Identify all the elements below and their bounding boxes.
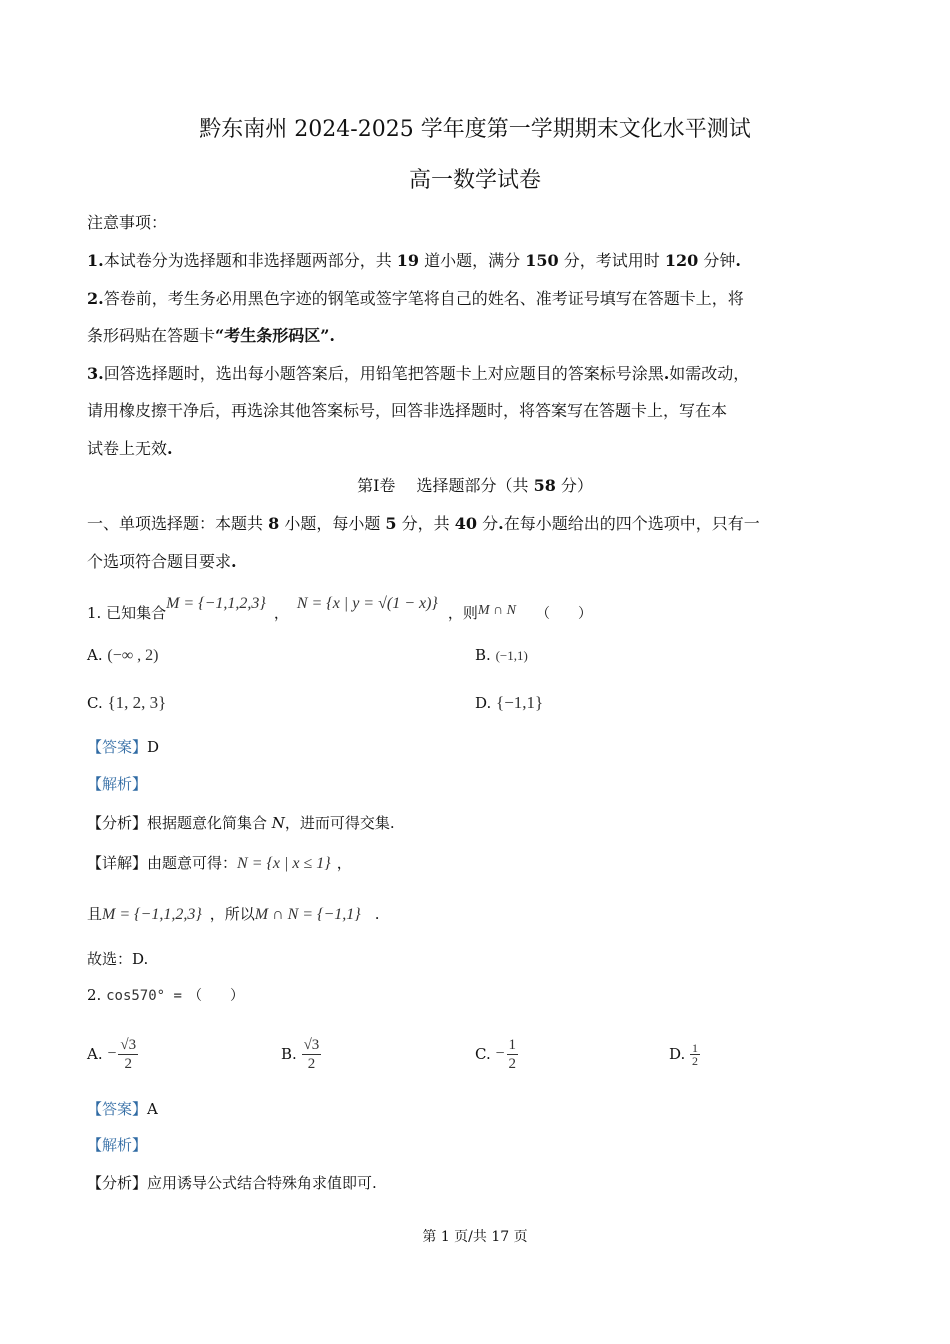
q2-option-c: C. − $\frac{1}{2}$ (475, 1036, 517, 1072)
notice-item-2: 2.答卷前，考生务必用黑色字迹的钢笔或签字笔将自己的姓名、准考证号填写在答题卡上，将 (87, 289, 744, 308)
q1-option-d: D. {−1,1} (475, 693, 544, 712)
q1-option-b: B. (−1,1) (475, 646, 528, 664)
q1-detail-line2: 且M = {−1,1,2,3} ，所以M ∩ N = {−1,1} . (87, 905, 380, 923)
q2-option-b: B. $\frac{√3}{2}$ (281, 1036, 320, 1072)
notice-item-3-cont: 请用橡皮擦干净后，再选涂其他答案标号，回答非选择题时，将答案写在答题卡上，写在本 (87, 401, 728, 420)
section-title: 第Ⅰ卷 选择题部分（共 58 分） (357, 476, 593, 495)
notice-item-1: 1.本试卷分为选择题和非选择题两部分，共 19 道小题，满分 150 分，考试用时 120 分钟. (87, 251, 741, 270)
q1-option-c: C. {1, 2, 3} (87, 693, 167, 712)
q2-option-a: A. − $\frac{√3}{2}$ (87, 1036, 137, 1072)
exam-title: 黔东南州 2024-2025 学年度第一学期期末文化水平测试 (199, 117, 751, 142)
q1-set-n: N = {x | y = √(1 − x)} (296, 595, 438, 612)
q2-analysis-tag: 【解析】 (87, 1136, 148, 1154)
q1-fenxi: 【分析】根据题意化简集合 N，进而可得交集. (87, 814, 395, 832)
q1-choose: 故选：D. (87, 950, 149, 968)
q2-answer: 【答案】A (87, 1100, 158, 1118)
notice-heading: 注意事项： (87, 213, 168, 232)
notice-item-3: 3.回答选择题时，选出每小题答案后，用铅笔把答题卡上对应题目的答案标号涂黑.如需改动， (87, 364, 750, 383)
q2-expr: cos570° = (106, 988, 182, 1004)
notice-item-2-cont: 条形码贴在答题卡“考生条形码区”. (87, 326, 335, 345)
q1-stem: 1. 已知集合M = {−1,1,2,3}，N = {x | y = √(1 − x)}，则M ∩ N （ ） (87, 595, 592, 622)
section-intro-cont: 个选项符合题目要求. (87, 552, 237, 571)
q2-stem: 2. cos570° = （ ） (87, 986, 244, 1004)
q1-analysis-tag: 【解析】 (87, 775, 148, 793)
q2-option-d: D. $\frac{1}{2}$ (669, 1040, 699, 1068)
section-intro: 一、单项选择题：本题共 8 小题，每小题 5 分，共 40 分.在每小题给出的四个选项中，只有一 (87, 514, 760, 533)
q2-fenxi: 【分析】应用诱导公式结合特殊角求值即可. (87, 1174, 377, 1192)
q1-detail: 【详解】由题意可得：N = {x | x ≤ 1} ， (87, 854, 352, 872)
q1-option-a: A. (−∞ , 2) (87, 646, 159, 664)
q1-expr: M ∩ N (477, 603, 516, 618)
notice-item-3-cont2: 试卷上无效. (87, 439, 173, 458)
q1-answer: 【答案】D (87, 738, 160, 756)
q1-set-m: M = {−1,1,2,3} (166, 595, 266, 612)
page-footer: 第 1 页/共 17 页 (422, 1229, 528, 1245)
exam-subtitle: 高一数学试卷 (408, 168, 541, 193)
